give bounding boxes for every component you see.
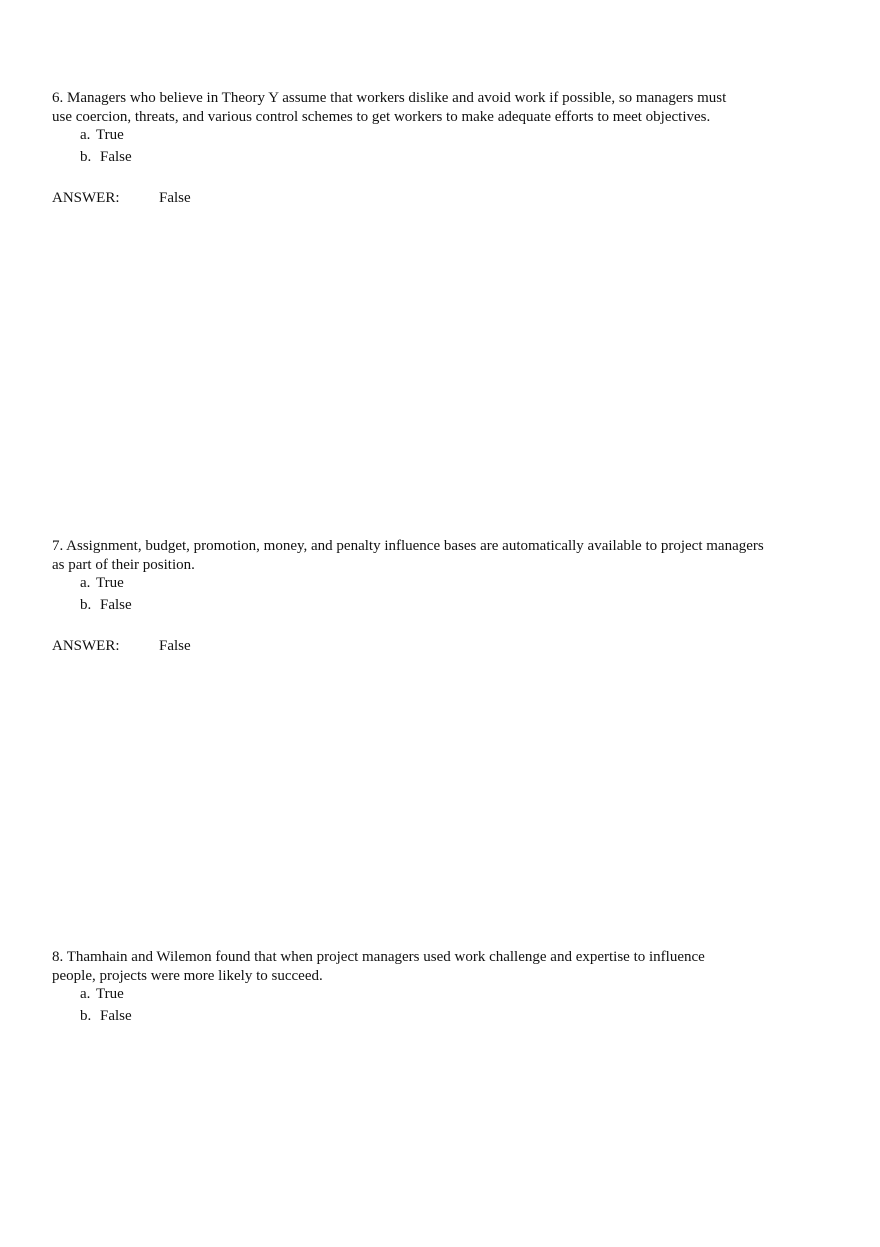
question-text-line: 8. Thamhain and Wilemon found that when project managers used work challenge and expertise to influence — [52, 949, 705, 965]
choice-letter: b. — [80, 149, 92, 165]
question-text-line: 6. Managers who believe in Theory Y assume that workers dislike and avoid work if possible, so managers must — [52, 90, 727, 106]
choice-b — [80, 1007, 832, 1026]
choice-list — [80, 126, 832, 167]
question-text-line: use coercion, threats, and various control schemes to get workers to make adequate efforts to meet objectives. — [52, 108, 711, 125]
choice-text: True — [96, 575, 124, 591]
choice-b — [80, 148, 832, 167]
question-6 — [52, 89, 832, 207]
answer-label: ANSWER: — [52, 637, 120, 654]
choice-a — [80, 574, 832, 593]
choice-letter: b. — [80, 1008, 92, 1024]
answer-row — [52, 189, 832, 208]
question-text-line: 7. Assignment, budget, promotion, money, and penalty influence bases are automatically available to project managers — [52, 538, 764, 554]
choice-b — [80, 596, 832, 615]
choice-letter: b. — [80, 597, 92, 613]
choice-text: True — [96, 986, 124, 1002]
choice-text: False — [100, 597, 132, 613]
choice-letter: a. — [80, 127, 91, 143]
choice-text: False — [100, 1008, 132, 1024]
answer-value: False — [159, 189, 191, 206]
choice-text: False — [100, 149, 132, 165]
choice-text: True — [96, 127, 124, 143]
choice-letter: a. — [80, 986, 91, 1002]
answer-value: False — [159, 637, 191, 654]
choice-a — [80, 985, 832, 1004]
choice-list — [80, 985, 832, 1026]
question-text-line: as part of their position. — [52, 556, 195, 573]
answer-label: ANSWER: — [52, 189, 120, 206]
answer-row — [52, 637, 832, 656]
question-text-line: people, projects were more likely to succeed. — [52, 967, 323, 984]
choice-list — [80, 574, 832, 615]
question-8 — [52, 948, 832, 1026]
question-7 — [52, 537, 832, 655]
choice-letter: a. — [80, 575, 91, 591]
choice-a — [80, 126, 832, 145]
